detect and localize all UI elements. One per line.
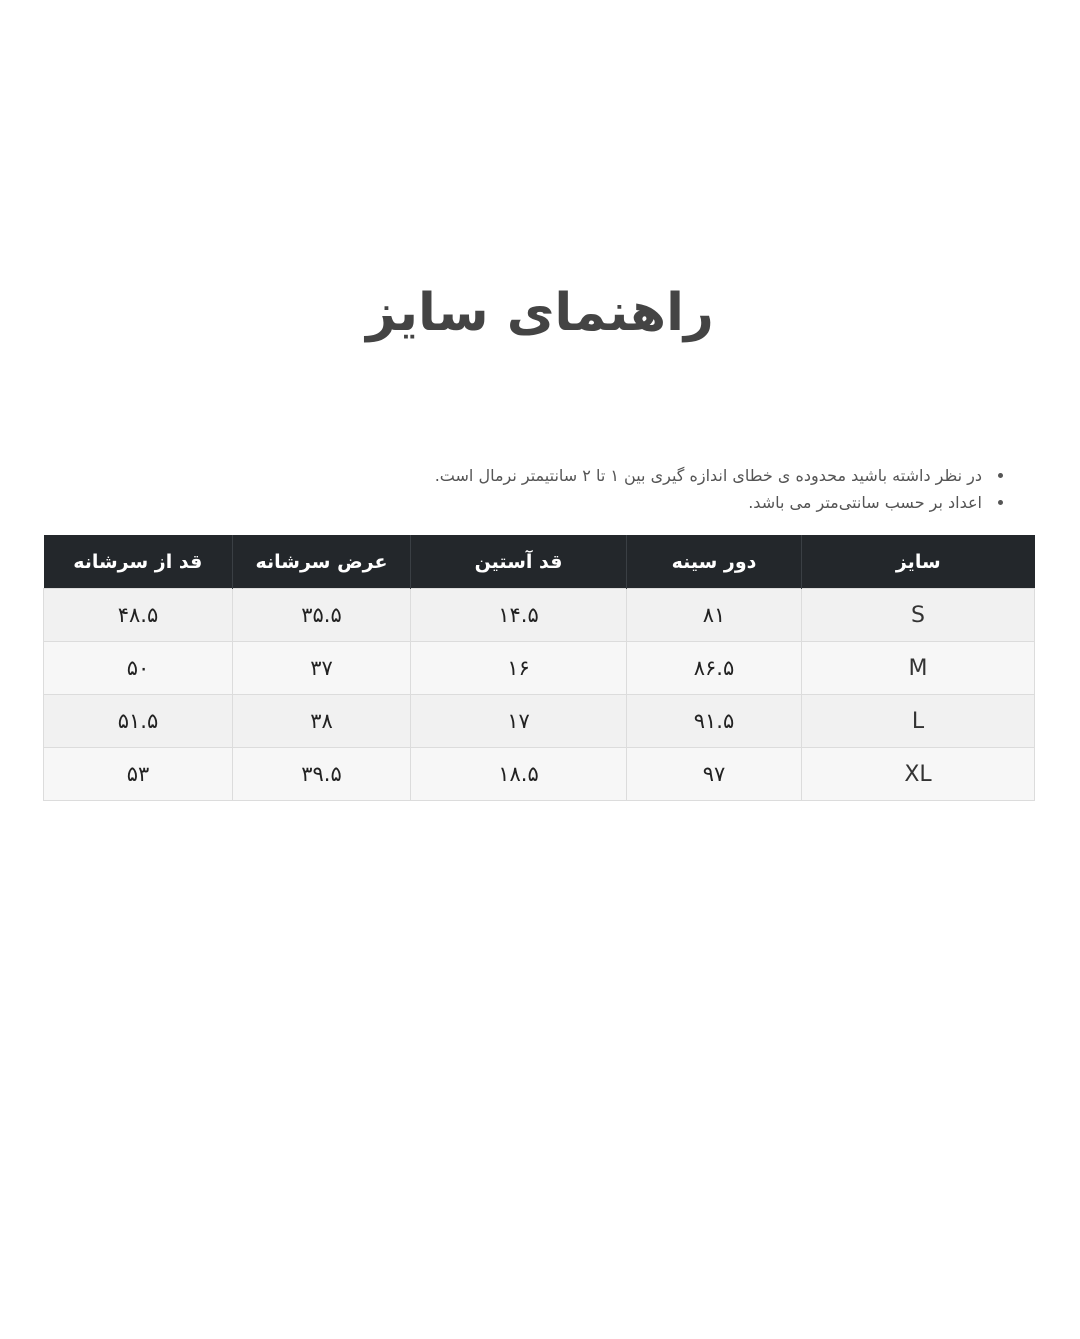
cell-length-from-shoulder: ۴۸.۵ — [44, 589, 233, 642]
header-length-from-shoulder: قد از سرشانه — [44, 535, 233, 589]
cell-chest: ۹۷ — [627, 748, 802, 801]
size-table — [43, 535, 1035, 801]
header-sleeve-length: قد آستین — [411, 535, 627, 589]
cell-length-from-shoulder: ۵۰ — [44, 642, 233, 695]
cell-size: M — [802, 642, 1035, 695]
cell-shoulder-width: ۳۸ — [233, 695, 411, 748]
note-item: • در نظر داشته باشید محدوده ی خطای اندازه گیری بین ۱ تا ۲ سانتیمتر نرمال است. — [186, 462, 986, 489]
table-row — [44, 695, 1035, 748]
cell-shoulder-width: ۳۵.۵ — [233, 589, 411, 642]
cell-length-from-shoulder: ۵۳ — [44, 748, 233, 801]
cell-chest: ۸۱ — [627, 589, 802, 642]
cell-size: S — [802, 589, 1035, 642]
note-item: • اعداد بر حسب سانتی‌متر می باشد. — [186, 489, 986, 516]
cell-length-from-shoulder: ۵۱.۵ — [44, 695, 233, 748]
cell-sleeve-length: ۱۶ — [411, 642, 627, 695]
table-header-row — [44, 535, 1035, 589]
cell-shoulder-width: ۳۹.۵ — [233, 748, 411, 801]
cell-shoulder-width: ۳۷ — [233, 642, 411, 695]
page-title: راهنمای سایز — [366, 282, 714, 343]
header-chest: دور سینه — [627, 535, 802, 589]
cell-chest: ۹۱.۵ — [627, 695, 802, 748]
table-row — [44, 589, 1035, 642]
cell-size: L — [802, 695, 1035, 748]
notes-list — [186, 462, 1008, 516]
cell-sleeve-length: ۱۴.۵ — [411, 589, 627, 642]
cell-chest: ۸۶.۵ — [627, 642, 802, 695]
cell-sleeve-length: ۱۸.۵ — [411, 748, 627, 801]
cell-sleeve-length: ۱۷ — [411, 695, 627, 748]
header-shoulder-width: عرض سرشانه — [233, 535, 411, 589]
table-row — [44, 642, 1035, 695]
header-size: سایز — [802, 535, 1035, 589]
table-row — [44, 748, 1035, 801]
cell-size: XL — [802, 748, 1035, 801]
